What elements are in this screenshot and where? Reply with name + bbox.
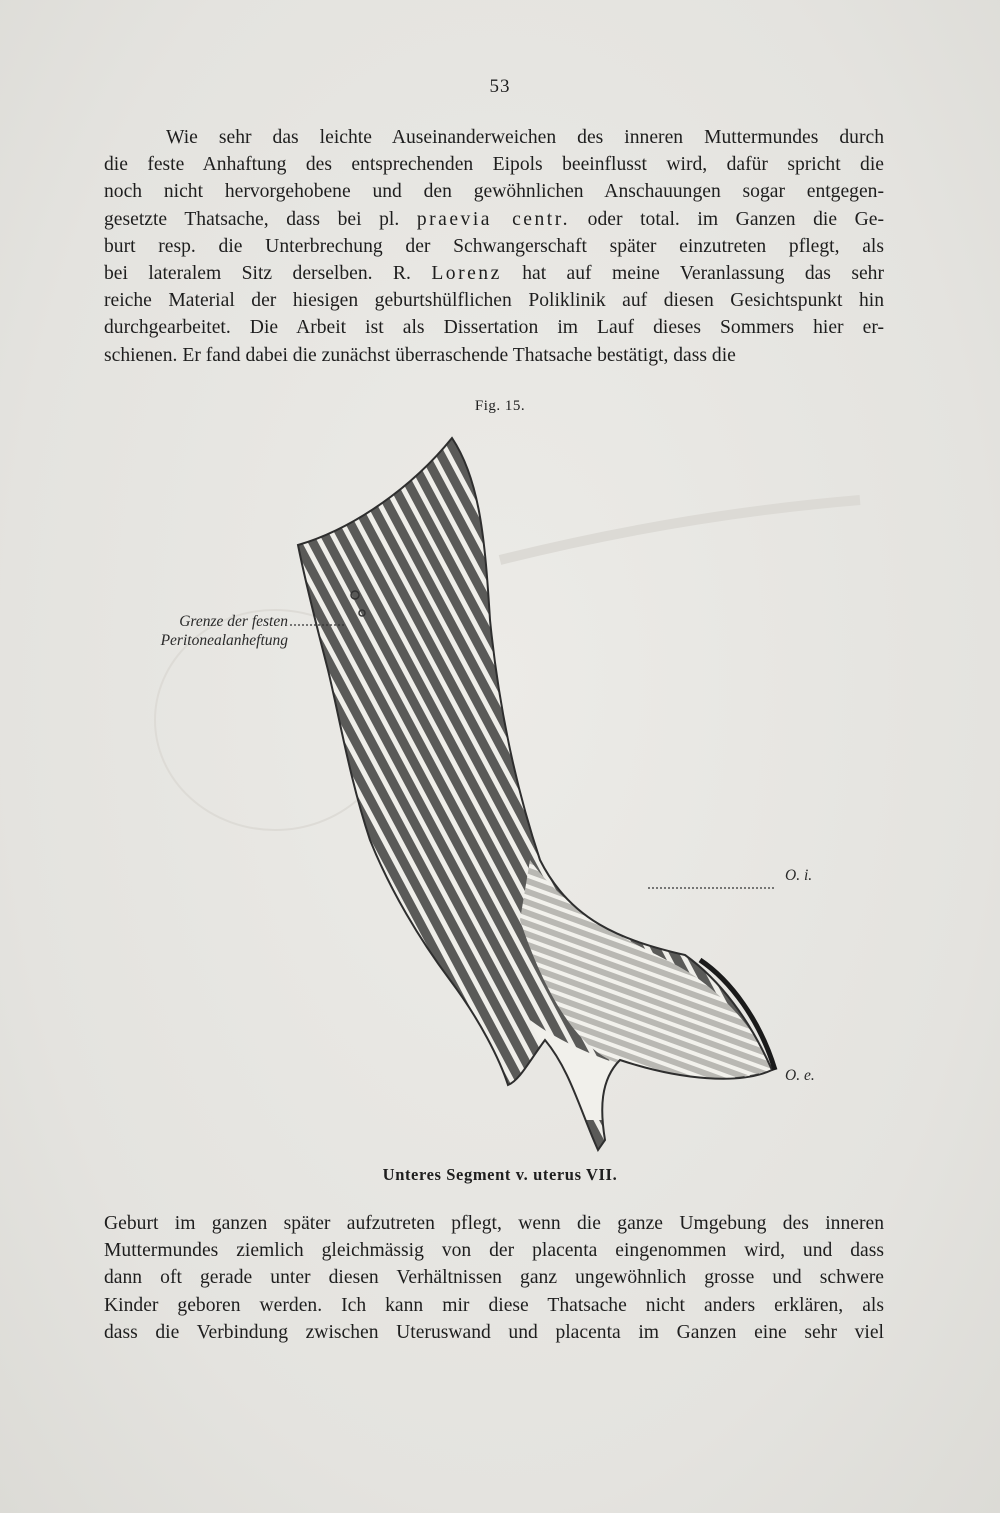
label-line: Grenze der festen <box>179 613 288 630</box>
spaced-emphasis: praevia centr. <box>416 208 571 230</box>
text-fragment: oder total. im Ganzen die Ge- <box>570 208 884 230</box>
text-line <box>104 260 884 287</box>
text-line: durchgearbeitet. Die Arbeit ist als Dissertation im Lauf dieses Sommers hier er- <box>104 317 884 339</box>
text-line: schienen. Er fand dabei die zunächst überraschende Thatsache bestätigt, dass die <box>104 344 736 366</box>
tissue-section <box>100 420 900 1160</box>
figure-number: Fig. 15. <box>474 398 526 414</box>
tissue-drawing <box>100 420 900 1160</box>
text-line: dann oft gerade unter diesen Verhältnissen ganz ungewöhnlich grosse und schwere <box>104 1267 884 1289</box>
text-line: burt resp. die Unterbrechung der Schwangerschaft später einzutreten pflegt, als <box>104 235 884 257</box>
label-peritoneal-boundary <box>118 612 288 650</box>
text-line: Kinder geboren werden. Ich kann mir diese Thatsache nicht anders erklären, als <box>104 1294 884 1316</box>
text-fragment: bei lateralem Sitz derselben. R. <box>104 263 432 285</box>
text-line: Geburt im ganzen später aufzutreten pflegt, wenn die ganze Umgebung des inneren <box>104 1213 884 1234</box>
text-fragment: hat auf meine Veranlassung das sehr <box>501 263 884 285</box>
figure-caption: Unteres Segment v. uterus VII. <box>382 1165 618 1184</box>
text-line: reiche Material der hiesigen geburtshülflichen Poliklinik auf diesen Gesichtspunkt hin <box>104 290 884 312</box>
text-line: Muttermundes ziemlich gleichmässig von der placenta eingenommen wird, und dass <box>104 1240 884 1262</box>
author-name: Lorenz <box>431 263 502 285</box>
text-line: Wie sehr das leichte Auseinanderweichen des inneren Muttermundes durch <box>166 127 884 148</box>
tissue-illustration <box>100 420 900 1160</box>
label-line: Peritonealanheftung <box>160 632 288 649</box>
text-line: noch nicht hervorgehobene und den gewöhnlichen Anschauungen sogar entgegen- <box>104 181 884 203</box>
text-line: dass die Verbindung zwischen Uteruswand und placenta im Ganzen eine sehr viel <box>104 1321 884 1343</box>
bottom-paragraph <box>104 1210 884 1346</box>
text-fragment: gesetzte Thatsache, dass bei pl. <box>104 208 417 230</box>
label-os-externum: O. e. <box>785 1067 815 1084</box>
text-line <box>104 206 884 233</box>
label-os-internum: O. i. <box>785 867 813 884</box>
bleedthrough-shape <box>500 500 860 560</box>
page-number: 53 <box>489 76 511 97</box>
text-line: die feste Anhaftung des entsprechenden Eipols beeinflusst wird, dafür spricht die <box>104 154 884 176</box>
top-paragraph <box>104 124 884 369</box>
